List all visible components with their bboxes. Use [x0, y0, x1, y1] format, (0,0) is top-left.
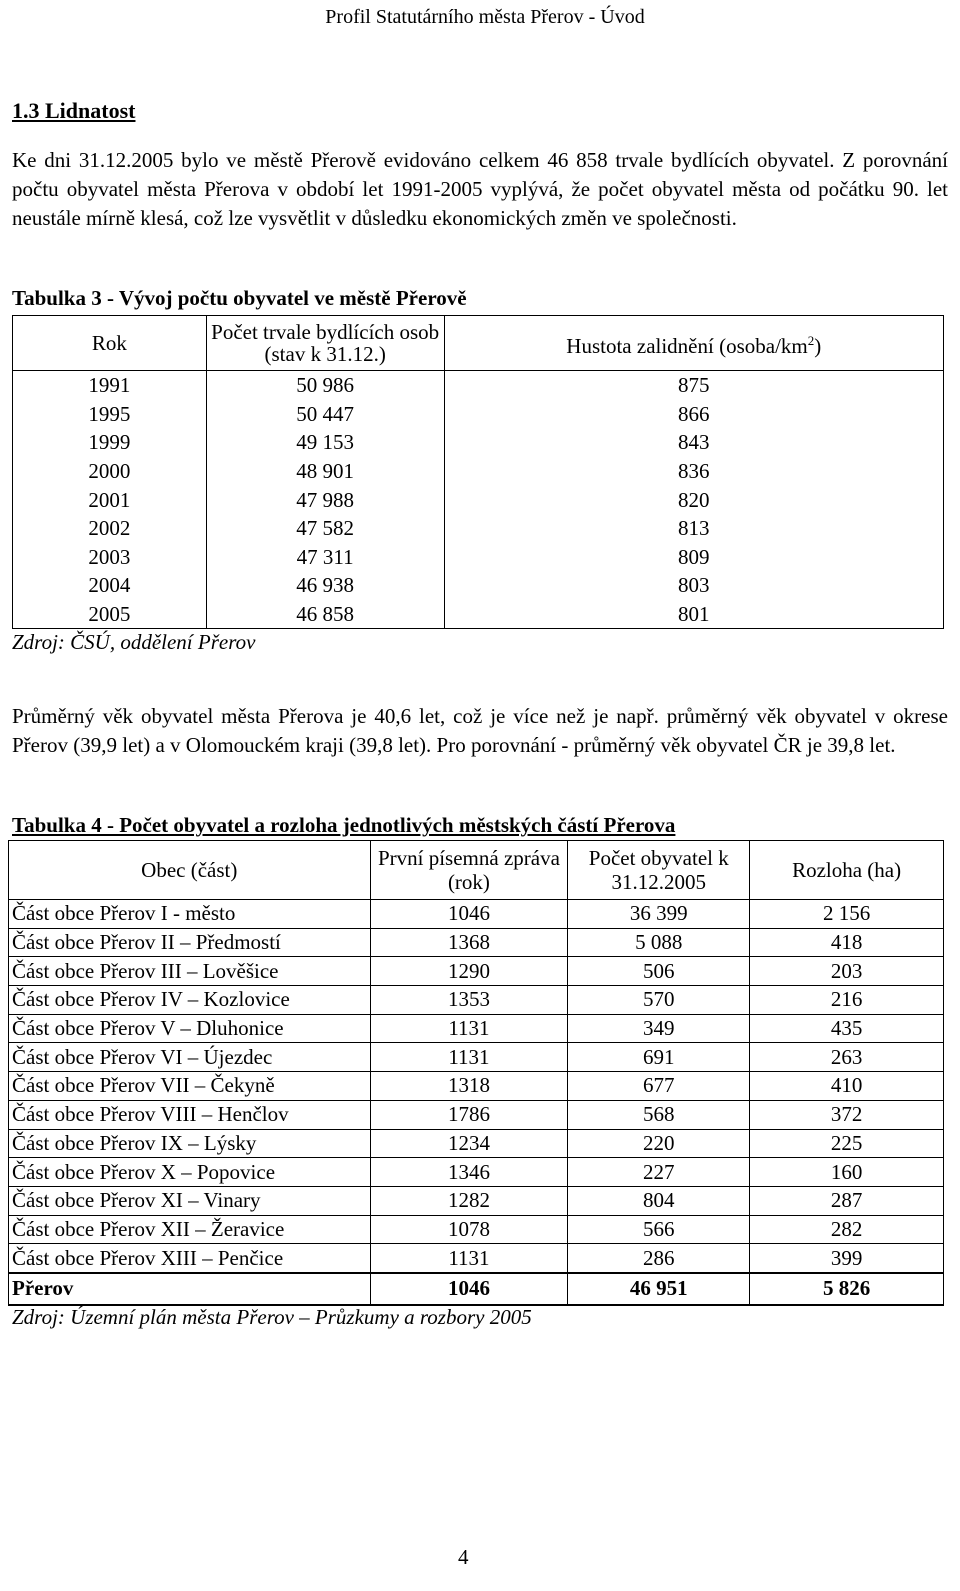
population-cell: 506 — [568, 957, 750, 986]
population-cell: 48 901 — [206, 457, 444, 486]
table-row — [9, 1186, 944, 1215]
year-cell: 2002 — [13, 514, 207, 543]
part-cell: Část obce Přerov I - město — [9, 900, 371, 929]
area-cell: 287 — [750, 1186, 944, 1215]
table-row — [9, 900, 944, 929]
part-cell: Část obce Přerov X – Popovice — [9, 1158, 371, 1187]
population-cell: 47 311 — [206, 543, 444, 572]
density-cell: 801 — [444, 600, 943, 629]
first-mention-cell: 1346 — [370, 1158, 568, 1187]
population-cell: 570 — [568, 986, 750, 1015]
area-cell: 263 — [750, 1043, 944, 1072]
part-cell: Část obce Přerov VIII – Henčlov — [9, 1100, 371, 1129]
table-row — [13, 371, 944, 400]
density-cell: 875 — [444, 371, 943, 400]
part-cell: Část obce Přerov XI – Vinary — [9, 1186, 371, 1215]
population-cell: 691 — [568, 1043, 750, 1072]
table-row — [13, 543, 944, 572]
table-row — [9, 986, 944, 1015]
population-cell: 227 — [568, 1158, 750, 1187]
year-cell: 2003 — [13, 543, 207, 572]
table-header-row — [9, 841, 944, 900]
population-cell: 220 — [568, 1129, 750, 1158]
population-cell: 349 — [568, 1014, 750, 1043]
table-row — [9, 928, 944, 957]
first-mention-cell: 1290 — [370, 957, 568, 986]
population-cell: 677 — [568, 1072, 750, 1101]
first-mention-cell: 1786 — [370, 1100, 568, 1129]
area-cell: 282 — [750, 1215, 944, 1244]
area-cell: 410 — [750, 1072, 944, 1101]
year-cell: 2000 — [13, 457, 207, 486]
part-cell: Část obce Přerov IX – Lýsky — [9, 1129, 371, 1158]
part-cell: Část obce Přerov VII – Čekyně — [9, 1072, 371, 1101]
area-cell: 216 — [750, 986, 944, 1015]
year-cell: 1999 — [13, 428, 207, 457]
year-cell: 2004 — [13, 571, 207, 600]
header-area: Rozloha (ha) — [750, 841, 944, 900]
first-mention-cell: 1318 — [370, 1072, 568, 1101]
section-title: 1.3 Lidnatost — [12, 98, 136, 123]
table-row — [9, 1244, 944, 1273]
year-cell: 2001 — [13, 485, 207, 514]
header-first-mention: První písemná zpráva (rok) — [370, 841, 568, 900]
density-cell: 803 — [444, 571, 943, 600]
area-cell: 435 — [750, 1014, 944, 1043]
part-cell: Část obce Přerov V – Dluhonice — [9, 1014, 371, 1043]
city-parts-table — [8, 840, 944, 1306]
area-cell: 418 — [750, 928, 944, 957]
table4-source: Zdroj: Územní plán města Přerov – Průzkumy a rozbory 2005 — [12, 1305, 532, 1329]
area-cell: 203 — [750, 957, 944, 986]
table3-source: Zdroj: ČSÚ, oddělení Přerov — [12, 630, 256, 654]
population-cell: 5 088 — [568, 928, 750, 957]
population-cell: 50 986 — [206, 371, 444, 400]
table-row — [13, 571, 944, 600]
first-mention-cell: 1234 — [370, 1129, 568, 1158]
year-cell: 2005 — [13, 600, 207, 629]
header-year: Rok — [13, 316, 207, 371]
header-density: Hustota zalidnění $(osoba/km^2)$ — [444, 316, 943, 371]
running-header: Profil Statutárního města Přerov - Úvod — [325, 6, 645, 28]
part-cell: Část obce Přerov IV – Kozlovice — [9, 986, 371, 1015]
first-mention-cell: 1131 — [370, 1244, 568, 1273]
population-cell: 286 — [568, 1244, 750, 1273]
part-cell: Část obce Přerov XIII – Penčice — [9, 1244, 371, 1273]
area-cell: 372 — [750, 1100, 944, 1129]
density-cell: 813 — [444, 514, 943, 543]
total-first-mention-cell: 1046 — [370, 1273, 568, 1305]
total-population-cell: 46 951 — [568, 1273, 750, 1305]
table-row — [9, 1129, 944, 1158]
table-row — [9, 1100, 944, 1129]
table-row — [9, 1215, 944, 1244]
first-mention-cell: 1078 — [370, 1215, 568, 1244]
table-row — [13, 514, 944, 543]
area-cell: 2 156 — [750, 900, 944, 929]
population-cell: 47 988 — [206, 485, 444, 514]
population-cell: 36 399 — [568, 900, 750, 929]
population-cell: 566 — [568, 1215, 750, 1244]
table-row — [13, 428, 944, 457]
first-mention-cell: 1046 — [370, 900, 568, 929]
first-mention-cell: 1368 — [370, 928, 568, 957]
part-cell: Část obce Přerov VI – Újezdec — [9, 1043, 371, 1072]
population-cell: 47 582 — [206, 514, 444, 543]
total-area-cell: 5 826 — [750, 1273, 944, 1305]
population-cell: 568 — [568, 1100, 750, 1129]
first-mention-cell: 1353 — [370, 986, 568, 1015]
table-row — [9, 1043, 944, 1072]
year-cell: 1991 — [13, 371, 207, 400]
table-row — [13, 457, 944, 486]
first-mention-cell: 1282 — [370, 1186, 568, 1215]
average-age-paragraph: Průměrný věk obyvatel města Přerova je 40,6 let, což je více než je např. průměrný věk obyvatel v okrese Přerov (39,9 let) a v Olomouckém kraji (39,8 let). Pro porovnání - průměrný věk obyvatel ČR je 39,8 let. — [12, 704, 948, 757]
part-cell: Část obce Přerov II – Předmostí — [9, 928, 371, 957]
table-row — [13, 485, 944, 514]
density-cell: 820 — [444, 485, 943, 514]
population-cell: 46 858 — [206, 600, 444, 629]
first-mention-cell: 1131 — [370, 1014, 568, 1043]
population-cell: 804 — [568, 1186, 750, 1215]
area-cell: 399 — [750, 1244, 944, 1273]
density-cell: 843 — [444, 428, 943, 457]
density-cell: 809 — [444, 543, 943, 572]
intro-paragraph: Ke dni 31.12.2005 bylo ve městě Přerově evidováno celkem 46 858 trvale bydlících obyvatel. Z porovnání počtu obyvatel města Přerova v období let 1991-2005 vyplývá, že počet obyvatel města od počátku 90. let neustále mírně klesá, což lze vysvětlit v důsledku ekonomických změn ve společnosti. — [12, 148, 948, 230]
table4-caption: Tabulka 4 - Počet obyvatel a rozloha jednotlivých městských částí Přerova — [12, 813, 676, 837]
population-cell: 50 447 — [206, 400, 444, 429]
population-trend-table — [12, 315, 944, 629]
total-row — [9, 1273, 944, 1305]
table-row — [9, 957, 944, 986]
density-cell: 866 — [444, 400, 943, 429]
table3-caption: Tabulka 3 - Vývoj počtu obyvatel ve městě Přerově — [12, 286, 467, 310]
header-population: Počet obyvatel k 31.12.2005 — [568, 841, 750, 900]
part-cell: Část obce Přerov III – Lověšice — [9, 957, 371, 986]
table-row — [9, 1158, 944, 1187]
table-row — [9, 1014, 944, 1043]
year-cell: 1995 — [13, 400, 207, 429]
header-population: Počet trvale bydlících osob (stav k 31.12.) — [206, 316, 444, 371]
total-part-cell: Přerov — [9, 1273, 371, 1305]
population-cell: 46 938 — [206, 571, 444, 600]
density-cell: 836 — [444, 457, 943, 486]
part-cell: Část obce Přerov XII – Žeravice — [9, 1215, 371, 1244]
population-cell: 49 153 — [206, 428, 444, 457]
area-cell: 225 — [750, 1129, 944, 1158]
first-mention-cell: 1131 — [370, 1043, 568, 1072]
page-number: 4 — [458, 1545, 469, 1569]
header-part: Obec (část) — [9, 841, 371, 900]
table-header-row — [13, 316, 944, 371]
table-row — [9, 1072, 944, 1101]
area-cell: 160 — [750, 1158, 944, 1187]
table-row — [13, 600, 944, 629]
table-row — [13, 400, 944, 429]
